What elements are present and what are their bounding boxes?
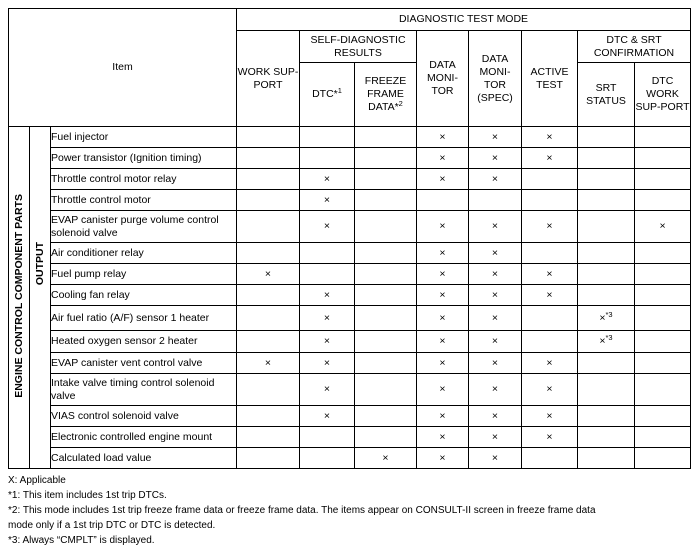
mode-cell: × (300, 406, 355, 427)
mode-cell (635, 306, 691, 331)
dtc-header-label: DTC* (312, 88, 338, 100)
table-row (9, 148, 691, 169)
table-body (9, 127, 691, 469)
mode-cell (578, 374, 635, 406)
mode-cell (355, 264, 417, 285)
mode-cell (355, 427, 417, 448)
table-row (9, 406, 691, 427)
mode-cell: × (417, 285, 469, 306)
item-name: Throttle control motor (51, 190, 237, 211)
item-name: Throttle control motor relay (51, 169, 237, 190)
mode-cell (578, 285, 635, 306)
mode-cell: × (522, 406, 578, 427)
mode-cell (355, 406, 417, 427)
mode-cell: × (469, 243, 522, 264)
freeze-frame-data-header (355, 63, 417, 127)
mode-cell: × (417, 148, 469, 169)
mode-cell: × (522, 353, 578, 374)
mode-cell (578, 331, 635, 353)
mode-cell: × (417, 427, 469, 448)
mode-cell (300, 127, 355, 148)
mode-cell (237, 148, 300, 169)
mode-cell: × (417, 448, 469, 469)
freeze-frame-footnote-ref: 2 (398, 99, 403, 108)
mode-cell (578, 427, 635, 448)
item-name: EVAP canister vent control valve (51, 353, 237, 374)
dtc-srt-confirmation-header: DTC & SRT CONFIRMATION (578, 31, 691, 63)
mode-cell: × (469, 448, 522, 469)
mode-cell (355, 353, 417, 374)
mode-cell: × (469, 406, 522, 427)
mode-cell (578, 127, 635, 148)
mode-cell (237, 169, 300, 190)
item-name: Air conditioner relay (51, 243, 237, 264)
mode-cell: × (300, 211, 355, 243)
item-name: Power transistor (Ignition timing) (51, 148, 237, 169)
mode-cell: × (300, 331, 355, 353)
mode-cell (300, 264, 355, 285)
mode-cell (635, 127, 691, 148)
mode-cell: × (417, 211, 469, 243)
item-name: Heated oxygen sensor 2 heater (51, 331, 237, 353)
mode-cell: × (417, 264, 469, 285)
mode-cell (522, 169, 578, 190)
mode-cell: × (469, 211, 522, 243)
mode-cell (635, 331, 691, 353)
mode-cell (355, 169, 417, 190)
mode-cell: × (417, 374, 469, 406)
mode-cell (578, 169, 635, 190)
table-row (9, 285, 691, 306)
mode-cell: × (469, 148, 522, 169)
table-row (9, 448, 691, 469)
mode-cell (578, 211, 635, 243)
mode-cell: × (469, 331, 522, 353)
mode-cell (635, 353, 691, 374)
mode-cell (237, 243, 300, 264)
freeze-frame-header-label: FREEZE FRAME DATA* (364, 75, 407, 113)
item-name: Fuel pump relay (51, 264, 237, 285)
mode-cell (522, 243, 578, 264)
mode-cell (355, 331, 417, 353)
item-name: EVAP canister purge volume control solenoid valve (51, 211, 237, 243)
mode-cell (635, 374, 691, 406)
mode-cell (237, 211, 300, 243)
item-name: Calculated load value (51, 448, 237, 469)
table-row (9, 306, 691, 331)
mode-cell (578, 448, 635, 469)
mode-cell: × (522, 374, 578, 406)
mode-cell (578, 190, 635, 211)
mode-cell (355, 243, 417, 264)
mode-cell: × (300, 285, 355, 306)
table-row (9, 374, 691, 406)
mode-cell (300, 427, 355, 448)
mode-cell (237, 374, 300, 406)
footnote-2-line-2: mode only if a 1st trip DTC or DTC is detected. (8, 520, 216, 531)
mode-cell: × (522, 211, 578, 243)
mode-cell (355, 285, 417, 306)
table-row (9, 427, 691, 448)
mode-cell (300, 148, 355, 169)
mode-cell (237, 127, 300, 148)
mode-cell: × (417, 306, 469, 331)
item-name: Fuel injector (51, 127, 237, 148)
mode-cell (522, 306, 578, 331)
group-label: ENGINE CONTROL COMPONENT PARTS (12, 193, 25, 398)
subgroup-label-cell (30, 127, 51, 469)
table-row (9, 169, 691, 190)
mode-cell: × (469, 427, 522, 448)
mode-cell: × (417, 406, 469, 427)
footnote-ref: *3 (605, 309, 613, 319)
mode-cell: × (417, 353, 469, 374)
mode-cell (237, 306, 300, 331)
mode-cell: × (635, 211, 691, 243)
mode-cell (578, 306, 635, 331)
subgroup-label: OUTPUT (33, 242, 46, 286)
item-name: Cooling fan relay (51, 285, 237, 306)
mode-cell: × (417, 331, 469, 353)
mode-cell: × (469, 169, 522, 190)
applicable-mark: × (599, 335, 606, 347)
footnote-ref: *3 (605, 333, 613, 342)
table-row (9, 353, 691, 374)
dtc-work-support-header: DTC WORK SUP-PORT (635, 63, 691, 127)
mode-cell (635, 190, 691, 211)
footnote-3: *3: Always “CMPLT” is displayed. (8, 535, 155, 546)
mode-cell (578, 243, 635, 264)
mode-cell: × (469, 353, 522, 374)
mode-cell (237, 448, 300, 469)
mode-cell (522, 448, 578, 469)
mode-cell: × (300, 169, 355, 190)
table-row (9, 331, 691, 353)
table-row (9, 127, 691, 148)
mode-cell (237, 406, 300, 427)
footnote-1: *1: This item includes 1st trip DTCs. (8, 490, 167, 501)
mode-cell: × (300, 306, 355, 331)
table-row (9, 243, 691, 264)
mode-cell (578, 406, 635, 427)
mode-cell (355, 127, 417, 148)
diagnostic-test-mode-header: DIAGNOSTIC TEST MODE (237, 9, 691, 31)
mode-cell: × (522, 427, 578, 448)
item-name: Air fuel ratio (A/F) sensor 1 heater (51, 306, 237, 331)
mode-cell (522, 190, 578, 211)
mode-cell: × (522, 264, 578, 285)
mode-cell (355, 211, 417, 243)
mode-cell (635, 285, 691, 306)
mode-cell (635, 427, 691, 448)
mode-cell (635, 243, 691, 264)
mode-cell (635, 448, 691, 469)
mode-cell: × (417, 127, 469, 148)
mode-cell (635, 148, 691, 169)
dtc-footnote-ref: 1 (337, 86, 342, 95)
mode-cell: × (355, 448, 417, 469)
mode-cell (355, 374, 417, 406)
mode-cell (635, 406, 691, 427)
mode-cell: × (300, 353, 355, 374)
mode-cell (300, 243, 355, 264)
diagnostic-test-mode-table (8, 8, 691, 469)
applicable-mark: × (599, 311, 606, 324)
footnote-2-line-1: *2: This mode includes 1st trip freeze frame data or freeze frame data. The items appear on CONSULT-II screen in freeze frame data (8, 505, 596, 516)
mode-cell: × (522, 148, 578, 169)
footnote-applicable: X: Applicable (8, 475, 66, 486)
mode-cell (578, 353, 635, 374)
mode-cell: × (469, 306, 522, 331)
mode-cell: × (522, 285, 578, 306)
item-name: Intake valve timing control solenoid valve (51, 374, 237, 406)
mode-cell (237, 190, 300, 211)
mode-cell (578, 264, 635, 285)
item-header: Item (9, 9, 237, 127)
mode-cell (469, 190, 522, 211)
table-row (9, 211, 691, 243)
mode-cell: × (469, 127, 522, 148)
mode-cell (355, 306, 417, 331)
mode-cell: × (469, 374, 522, 406)
table-row (9, 264, 691, 285)
item-name: Electronic controlled engine mount (51, 427, 237, 448)
mode-cell (355, 190, 417, 211)
mode-cell: × (469, 285, 522, 306)
mode-cell (635, 264, 691, 285)
mode-cell (635, 169, 691, 190)
data-monitor-header: DATA MONI-TOR (417, 31, 469, 127)
mode-cell (417, 190, 469, 211)
mode-cell: × (237, 353, 300, 374)
mode-cell (522, 331, 578, 353)
mode-cell (578, 148, 635, 169)
active-test-header: ACTIVE TEST (522, 31, 578, 127)
mode-cell (237, 427, 300, 448)
mode-cell: × (300, 190, 355, 211)
mode-cell: × (417, 169, 469, 190)
self-diagnostic-results-header: SELF-DIAGNOSTIC RESULTS (300, 31, 417, 63)
work-support-header: WORK SUP-PORT (237, 31, 300, 127)
mode-cell (237, 331, 300, 353)
mode-cell: × (300, 374, 355, 406)
mode-cell (237, 285, 300, 306)
dtc-header (300, 63, 355, 127)
mode-cell (355, 148, 417, 169)
data-monitor-spec-header: DATA MONI-TOR (SPEC) (469, 31, 522, 127)
srt-status-header: SRT STATUS (578, 63, 635, 127)
group-label-cell (9, 127, 30, 469)
table-row (9, 190, 691, 211)
item-name: VIAS control solenoid valve (51, 406, 237, 427)
mode-cell: × (417, 243, 469, 264)
mode-cell: × (469, 264, 522, 285)
mode-cell: × (237, 264, 300, 285)
mode-cell (300, 448, 355, 469)
mode-cell: × (522, 127, 578, 148)
